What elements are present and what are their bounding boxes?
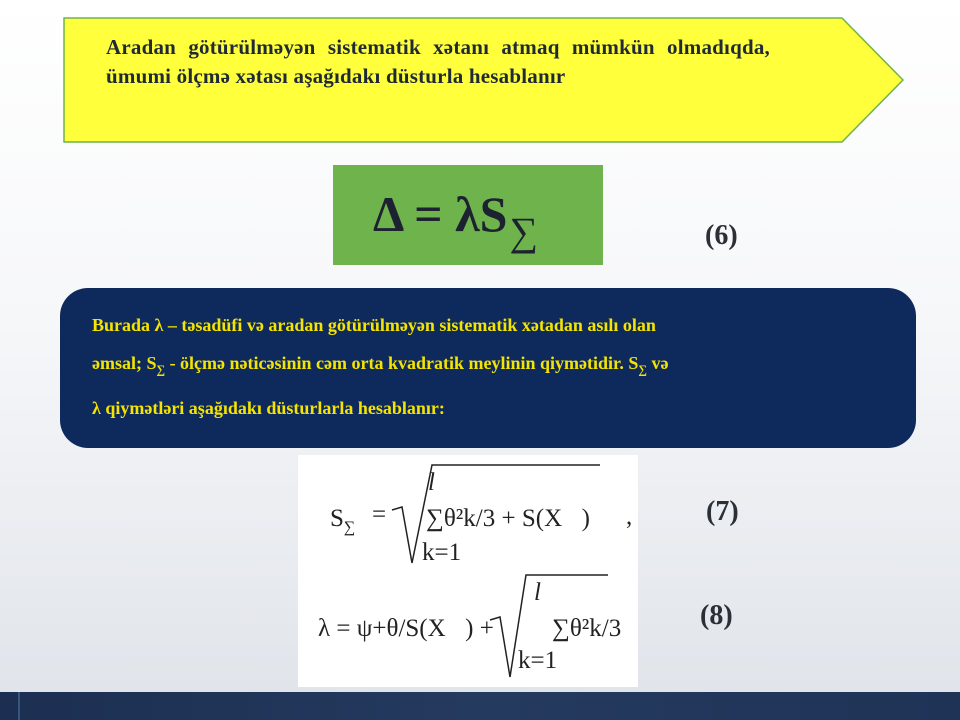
panel-line-2-sub: ∑ bbox=[156, 362, 166, 377]
bottom-bar-stripe bbox=[18, 692, 20, 720]
equation-number-7: (7) bbox=[706, 496, 739, 527]
formula-8-upper-limit: l bbox=[534, 579, 541, 606]
panel-line-2-a: əmsal; S bbox=[92, 353, 157, 373]
formula-7-s-sub: ∑ bbox=[343, 519, 356, 536]
panel-line-2-c: və bbox=[646, 353, 669, 373]
bottom-bar bbox=[0, 692, 960, 720]
formula-7-equals: = bbox=[372, 501, 387, 528]
explanation-panel bbox=[60, 288, 916, 448]
formula-6 bbox=[373, 185, 538, 254]
formula-6-main: Δ = λS bbox=[373, 186, 508, 242]
formula-7-lhs bbox=[330, 505, 355, 537]
panel-line-2 bbox=[92, 344, 884, 389]
formula-7-upper-limit: l bbox=[428, 469, 435, 496]
formula-6-box bbox=[333, 165, 603, 265]
banner-text: Aradan götürülməyən sistematik xətanı atmaq mümkün olmadıqda, ümumi ölçmə xətası aşağıdakı düsturla hesablanır bbox=[106, 35, 770, 88]
panel-line-3: λ qiymətləri aşağıdakı düsturlarla hesablanır: bbox=[92, 397, 445, 418]
equation-number-8: (8) bbox=[700, 600, 733, 631]
formula-8-lhs: λ = ψ+θ/S(X ) + bbox=[318, 615, 481, 642]
formula-7-body: ∑θ²k/3 + S(X ) bbox=[426, 505, 577, 532]
radical-signs bbox=[298, 455, 638, 687]
formula-6-subscript: ∑ bbox=[509, 209, 538, 254]
formula-8-lower-limit: k=1 bbox=[518, 647, 558, 674]
formula-7-lower-limit: k=1 bbox=[422, 539, 462, 566]
formula-image bbox=[298, 455, 638, 687]
formula-7-comma: , bbox=[626, 503, 633, 530]
panel-line-1: Burada λ – təsadüfi və aradan götürülməyən sistematik xətadan asılı olan bbox=[92, 315, 656, 335]
panel-line-2-b: - ölçmə nəticəsinin cəm orta kvadratik meylinin qiymətidir. S bbox=[165, 353, 639, 373]
formula-8-body: ∑θ²k/3 bbox=[552, 615, 622, 642]
formula-7-s: S bbox=[330, 505, 344, 532]
equation-number-6: (6) bbox=[705, 220, 738, 251]
panel-line-2-sub2: ∑ bbox=[638, 362, 647, 377]
